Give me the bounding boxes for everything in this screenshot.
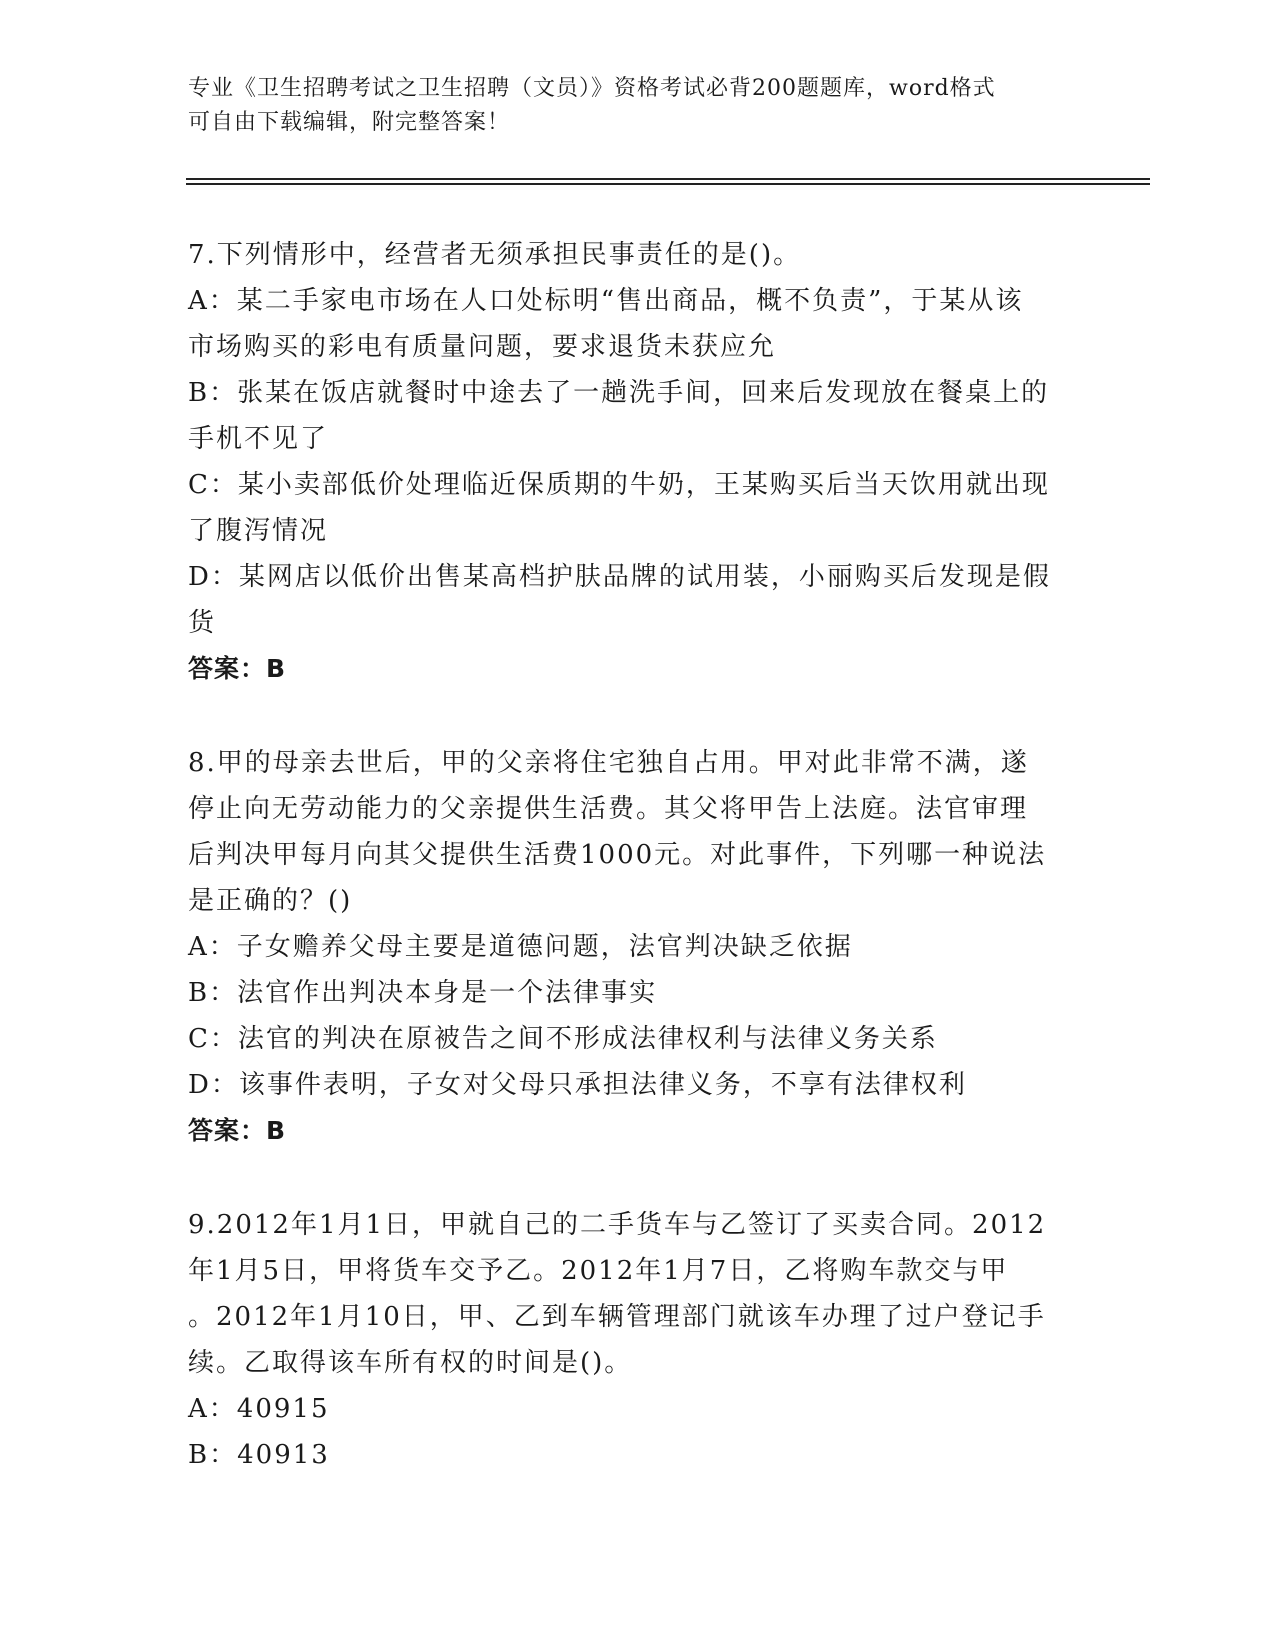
answer-label: 答案：B (188, 654, 287, 683)
option-b-line-2: 手机不见了 (188, 424, 329, 454)
question-stem-line-3: 。2012年1月10日，甲、乙到车辆管理部门就该车办理了过户登记手 (188, 1302, 1046, 1332)
option-a (188, 278, 1078, 370)
question-stem-line-1: 9.2012年1月1日，甲就自己的二手货车与乙签订了买卖合同。2012 (188, 1210, 1047, 1240)
header-divider-top (186, 178, 1150, 180)
question-stem-line-2: 停止向无劳动能力的父亲提供生活费。其父将甲告上法庭。法官审理 (188, 794, 1029, 824)
option-d-line-1: D：某网店以低价出售某高档护肤品牌的试用装，小丽购买后发现是假 (188, 562, 1051, 592)
option-c: C：法官的判决在原被告之间不形成法律权利与法律义务关系 (188, 1024, 938, 1054)
option-c-line-2: 了腹泻情况 (188, 516, 329, 546)
option-a: A：40915 (188, 1394, 330, 1424)
option-a-line-1: A：某二手家电市场在人口处标明“售出商品，概不负责”，于某从该 (188, 286, 1024, 316)
question-9 (188, 1202, 1078, 1478)
option-a: A：子女赡养父母主要是道德问题，法官判决缺乏依据 (188, 932, 853, 962)
option-d (188, 554, 1078, 646)
option-b (188, 370, 1078, 462)
header-divider-bottom (186, 183, 1150, 185)
option-c (188, 462, 1078, 554)
question-stem-line-4: 是正确的？() (188, 886, 353, 916)
question-stem-line-1: 8.甲的母亲去世后，甲的父亲将住宅独自占用。甲对此非常不满，遂 (188, 748, 1029, 778)
question-8 (188, 740, 1078, 1154)
answer-label: 答案：B (188, 1116, 287, 1145)
option-b: B：法官作出判决本身是一个法律事实 (188, 978, 658, 1008)
question-list (188, 232, 1078, 1526)
question-stem-line-3: 后判决甲每月向其父提供生活费1000元。对此事件，下列哪一种说法 (188, 840, 1047, 870)
question-stem: 7.下列情形中，经营者无须承担民事责任的是()。 (188, 240, 802, 270)
header-line-1: 专业《卫生招聘考试之卫生招聘（文员）》资格考试必背200题题库，word格式 (188, 76, 996, 101)
option-a-line-2: 市场购买的彩电有质量问题，要求退货未获应允 (188, 332, 777, 362)
option-c-line-1: C：某小卖部低价处理临近保质期的牛奶，王某购买后当天饮用就出现 (188, 470, 1050, 500)
question-stem-line-4: 续。乙取得该车所有权的时间是()。 (188, 1348, 633, 1378)
option-d-line-2: 货 (188, 608, 217, 638)
header-line-2: 可自由下载编辑，附完整答案！ (188, 110, 511, 135)
question-7 (188, 232, 1078, 692)
option-b-line-1: B：张某在饭店就餐时中途去了一趟洗手间，回来后发现放在餐桌上的 (188, 378, 1050, 408)
option-d: D：该事件表明，子女对父母只承担法律义务，不享有法律权利 (188, 1070, 967, 1100)
question-stem-line-2: 年1月5日，甲将货车交予乙。2012年1月7日，乙将购车款交与甲 (188, 1256, 1009, 1286)
option-b: B：40913 (188, 1440, 330, 1470)
document-header (188, 72, 1088, 140)
